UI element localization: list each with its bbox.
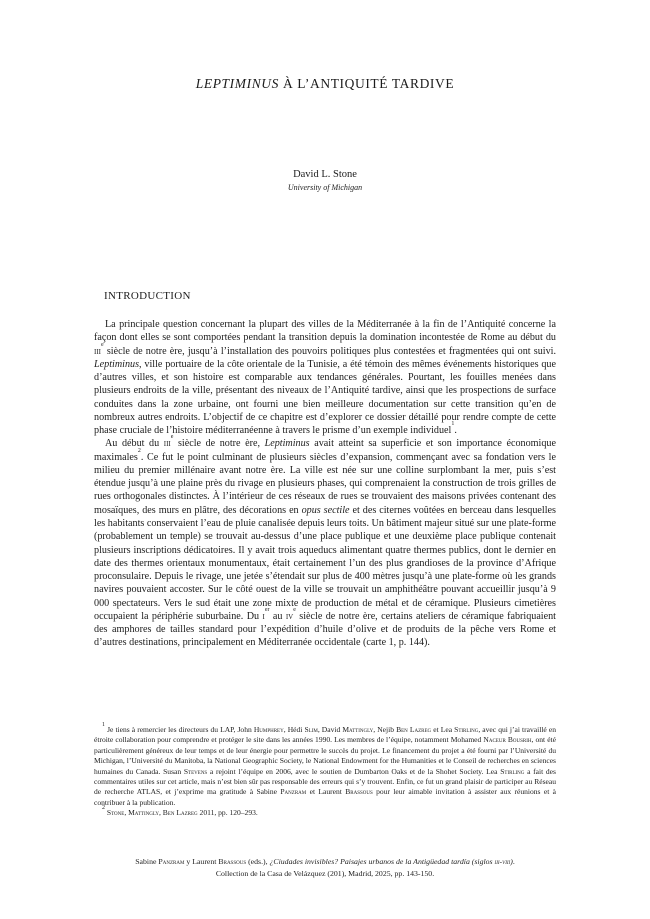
century-numeral: iii [163, 438, 171, 450]
person-name: Stevens [183, 766, 208, 776]
italic-term: opus sectile [301, 504, 350, 516]
century-suffix: e [101, 341, 104, 348]
citation-line-1 [0, 856, 650, 868]
italic-term: Leptiminus [94, 358, 140, 370]
text-span: , ville portuaire de la côte orientale de la Tunisie, a été témoin des mêmes événements historiques que d’autres villes, et son histoire est comparable aux tendances générales. Pourtant, les fouilles menées dans plusieurs endroits de la ville, présentant des niveaux de l’Antiquité tardive, ainsi que les prospections de surface conduites dans la zone urbaine, ont fourni une bien meilleure documentation sur cette transition qu’en de nombreux autres endroits. L’objectif de ce chapitre est d’explorer ce dossier détaillé pour rendre compte de cette phase cruciale de l’histoire méditerranéenne à travers le prisme d’un exemple individuel [94, 358, 556, 437]
text-span: Au début du [105, 438, 164, 450]
text-span: Je tiens à remercier les directeurs du LAP, John [105, 725, 254, 734]
footnote-1 [94, 722, 557, 808]
text-span: et des citernes voûtées en berceau dans lesquelles les habitants conservaient l’eau de pluie canalisée depuis leurs toits. Un bâtiment majeur situé sur une plate-forme (probablement un temple) se trouvait au-dessus d’une place publique et une deuxième place publique contenait plusieurs inscriptions dédicatoires. Il y avait trois aqueducs alimentant quatre thermes publics, dont le dernier en date des thermes orientaux monumentaux, était certainement l’un des plus grandioses de la province d’Afrique proconsulaire. Depuis le rivage, une jetée s’étendait sur plus de 400 mètres jusqu’à une plate-forme où les grands navires pouvaient accoster. Sur le côté ouest de la ville se trouvait un amphithéâtre pouvant accueillir jusqu’à 9 000 spectateurs. Vers le sud était une zone mixte de production de métal et de céramique. Plusieurs cimetières occupaient la périphérie suburbaine. Du [94, 504, 556, 622]
person-name: Brassous [345, 787, 373, 797]
text-span: a fait des commentaires utiles sur cet article, mais n’est bien sûr pas responsable des erreurs qui s’y trouvent. Enfin, ce fut un grand plaisir de participer au Réseau de recherche ATLAS, et j’exprime ma gratitude à Sabine [94, 766, 556, 797]
person-name: Naceur Bousrih [483, 735, 532, 745]
century-suffix: e [170, 434, 174, 441]
text-span: au [269, 610, 286, 622]
person-name: Brassous [218, 857, 247, 866]
text-span: et Laurent [306, 787, 346, 797]
century-numeral: i [262, 610, 265, 622]
century-numeral: iv [285, 610, 294, 622]
text-span: La principale question concernant la plupart des villes de la Méditerranée à la fin de l’Antiquité concerne la façon dont elles se sont comportées pendant la transition depuis la domination incontestée de Rome au début du [94, 319, 556, 344]
italic-term: Leptiminus [264, 438, 310, 450]
text-span: Sabine [135, 857, 159, 866]
text-span: 2011, pp. 120–293. [197, 808, 258, 818]
person-name: Stirling [500, 766, 525, 776]
text-span: , ont été particulièrement généreux de leur temps et de leur énergie pour permettre le succès du projet. Le financement du projet a été fourni par l’Université du Michigan, l’Université du Manitoba, la National Geographic Society, le National Endowment for the Humanities et le Conseil de recherches en sciences humaines du Canada. Susan [94, 735, 556, 776]
text-span: y Laurent [184, 857, 219, 866]
footnote-marker-1[interactable]: 1 [451, 421, 455, 428]
body-text [94, 318, 556, 650]
section-heading: INTRODUCTION [104, 290, 191, 302]
footnote-marker-2[interactable]: 2 [137, 447, 141, 454]
footnote-2 [94, 805, 556, 818]
book-title: ¿Ciudades invisibles? Paisajes urbanos de la Antigüedad tardía (siglos [269, 857, 495, 866]
text-span: , Hédi [283, 725, 305, 734]
text-span: . Ce fut le point culminant de plusieurs siècles d’expansion, commençant avec sa fondation vers le milieu du premier millénaire avant notre ère. La ville est née sur une colline surplombant la mer, puis s’est étendue jusqu’à une plaine près du rivage en plusieurs phases, qui comprenaient la construction de trois grilles de rues orthogonales distinctes. À l’intérieur de ces réseaux de rues se trouvaient des maisons privées contenant des mosaïques, des murs en plâtre, des décorations en [94, 451, 556, 516]
person-name: Slim [304, 725, 318, 734]
century-numeral: iii [94, 345, 101, 357]
paragraph-1 [94, 318, 556, 437]
text-span: , avec qui j’ai travaillé en étroite collaboration pour comprendre et protéger le site dans les années 1990. Les membres de l’équipe, notamment Mohamed [94, 725, 556, 745]
text-span: . [512, 857, 515, 866]
text-span: . [454, 425, 457, 437]
chapter-title-italic: LEPTIMINUS [195, 76, 279, 91]
text-span: siècle de notre ère, certains ateliers de céramique fabriquaient des amphores de tailles standard pour l’expédition d’huile d’olive et de produits de la pêche vers Rome et d’autres destinations, principalement en Méditerranée occidentale (carte 1, p. 144). [94, 610, 556, 649]
author-block [0, 169, 650, 192]
person-name: Ben Lazreg [396, 725, 432, 734]
text-span: (eds.), [246, 857, 270, 866]
person-name: Stirling [454, 725, 479, 734]
person-name: Stone, Mattingly, Ben Lazreg [106, 808, 198, 818]
author-affiliation: University of Michigan [287, 183, 363, 192]
paragraph-2 [94, 434, 556, 649]
citation-line-2: Collection de la Casa de Velázquez (201), Madrid, 2025, pp. 143-150. [215, 868, 435, 878]
century-suffix: e [293, 606, 296, 613]
text-span: pour leur aimable invitation à assister aux réunions et à contribuer à la publication. [94, 787, 557, 807]
book-title-end: ) [510, 857, 513, 866]
person-name: Humphrey [253, 725, 284, 734]
citation-footer [0, 856, 650, 879]
person-name: Panzram [280, 787, 307, 797]
footnote-number: 1 [102, 722, 105, 728]
century-suffix: er [264, 606, 270, 613]
person-name: Mattingly [342, 725, 374, 734]
person-name: Panzram [158, 857, 185, 866]
author-name: David L. Stone [293, 169, 357, 180]
text-span: siècle de notre ère, jusqu’à l’installation des pouvoirs politiques plus contestées et fragmentées qui ont suivi. [103, 345, 556, 357]
text-span: avait atteint sa superficie et son importance économique maximales [94, 438, 556, 463]
text-span: a rejoint l’équipe en 2006, avec le soutien de Dumbarton Oaks et de la Shohet Society. Lea [207, 766, 501, 776]
text-span: , David [317, 725, 343, 734]
text-span: siècle de notre ère, [173, 438, 265, 450]
chapter-title-rest: À L’ANTIQUITÉ TARDIVE [279, 76, 455, 91]
book-title-centuries: iii-viii [494, 857, 511, 866]
footnotes [94, 722, 557, 819]
text-span: et Lea [431, 725, 455, 734]
chapter-title [0, 76, 650, 92]
footnote-number: 2 [102, 805, 105, 812]
text-span: , Nejib [373, 725, 397, 734]
